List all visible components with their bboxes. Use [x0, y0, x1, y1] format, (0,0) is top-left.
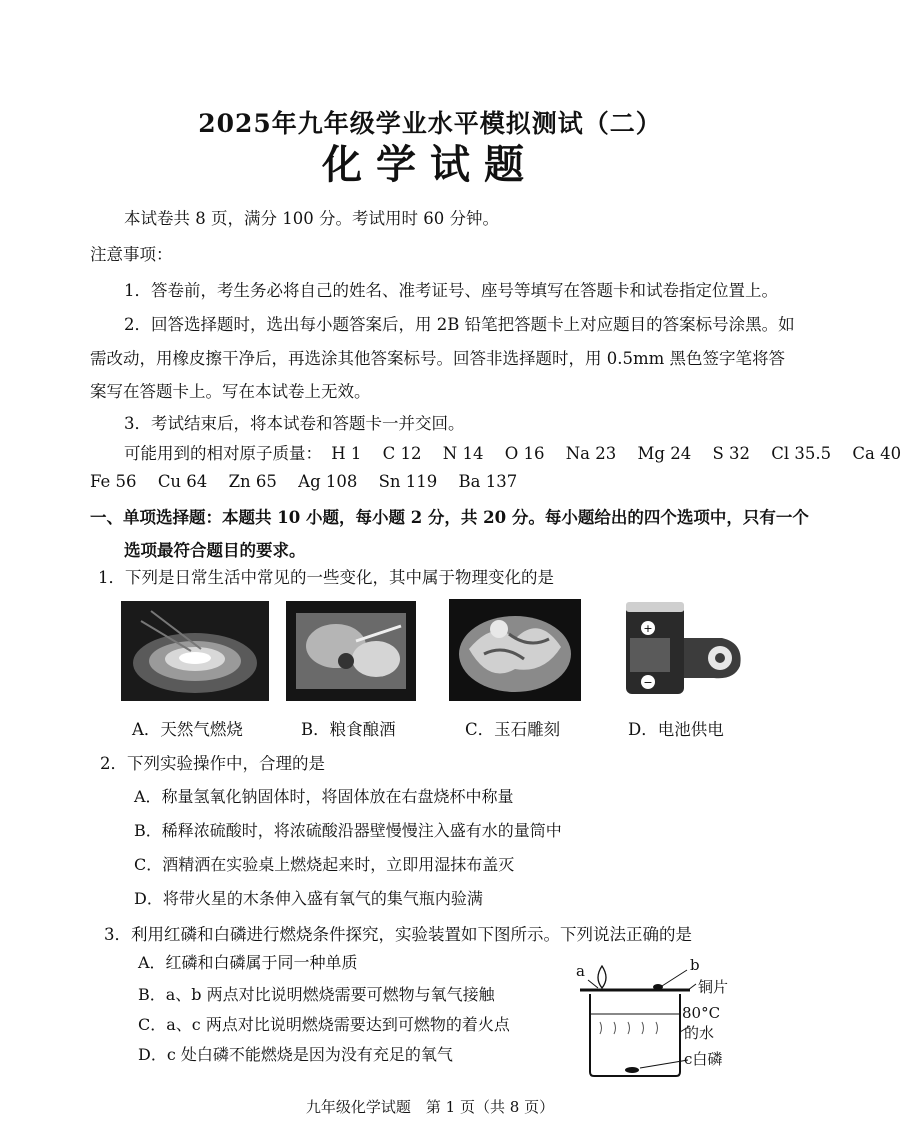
note-item-2-line-2: 需改动，用橡皮擦干净后，再选涂其他答案标号。回答非选择题时，用 0.5mm 黑色签字笔将答	[90, 349, 786, 368]
jade-carving-photo	[449, 599, 581, 701]
atomic-mass: Cu 64	[157, 472, 208, 491]
atomic-mass: Fe 56	[90, 472, 137, 491]
q2-option-a: A．称量氢氧化钠固体时，将固体放在右盘烧杯中称量	[134, 787, 514, 806]
intro-text: 本试卷共 8 页，满分 100 分。考试用时 60 分钟。	[124, 209, 499, 228]
atomic-mass: C 12	[382, 444, 422, 463]
notes-heading: 注意事项：	[90, 245, 173, 264]
label-water-temperature: 80°C	[682, 1004, 721, 1022]
q3-option-a: A．红磷和白磷属于同一种单质	[138, 953, 358, 972]
atomic-mass: Ca 40	[852, 444, 901, 463]
label-white-phosphorus: c白磷	[684, 1050, 723, 1068]
atomic-mass: Ba 137	[458, 472, 518, 491]
label-copper-sheet: 铜片	[698, 978, 729, 996]
exam-subtitle: 2025年九年级学业水平模拟测试（二）	[198, 109, 662, 138]
q1-stem: 1．下列是日常生活中常见的一些变化，其中属于物理变化的是	[98, 568, 554, 587]
rice-wine-photo	[286, 601, 416, 701]
atomic-mass: Sn 119	[378, 472, 438, 491]
label-b: b	[690, 956, 700, 974]
q2-stem: 2．下列实验操作中，合理的是	[100, 754, 325, 773]
page-footer: 九年级化学试题 第 1 页（共 8 页）	[305, 1098, 555, 1116]
q1-option-b: B．粮食酿酒	[301, 720, 396, 739]
atomic-mass: S 32	[712, 444, 750, 463]
atomic-mass: Mg 24	[637, 444, 692, 463]
q1-option-c: C．玉石雕刻	[465, 720, 561, 739]
atomic-mass: H 1	[331, 444, 362, 463]
q2-option-b: B．稀释浓硫酸时，将浓硫酸沿器壁慢慢注入盛有水的量筒中	[134, 821, 562, 840]
atomic-mass: N 14	[442, 444, 484, 463]
section-1-heading: 一、单项选择题：本题共 10 小题，每小题 2 分，共 20 分。每小题给出的四个选项中，只有一个	[90, 508, 809, 527]
section-1-heading-cont: 选项最符合题目的要求。	[124, 541, 306, 560]
atomic-masses-row-1	[124, 440, 901, 464]
q3-stem: 3．利用红磷和白磷进行燃烧条件探究，实验装置如下图所示。下列说法正确的是	[104, 925, 692, 944]
atomic-masses-row-2	[90, 472, 533, 491]
note-item-2-line-1: 2．回答选择题时，选出每小题答案后，用 2B 铅笔把答题卡上对应题目的答案标号涂黑。如	[124, 315, 795, 334]
q1-option-a: A．天然气燃烧	[132, 720, 243, 739]
label-a: a	[576, 962, 585, 980]
q2-option-c: C．酒精洒在实验桌上燃烧起来时，立即用湿抹布盖灭	[134, 855, 515, 874]
atomic-mass: Cl 35.5	[771, 444, 832, 463]
q1-option-d: D．电池供电	[628, 720, 724, 739]
atomic-masses-label: 可能用到的相对原子质量：	[124, 444, 322, 463]
svg-text:−: −	[643, 676, 653, 689]
q2-option-d: D．将带火星的木条伸入盛有氧气的集气瓶内验满	[134, 889, 483, 908]
note-item-2-line-3: 案写在答题卡上。写在本试卷上无效。	[90, 382, 371, 401]
note-item-1: 1．答卷前，考生务必将自己的姓名、准考证号、座号等填写在答题卡和试卷指定位置上。	[124, 281, 778, 300]
note-item-3: 3．考试结束后，将本试卷和答题卡一并交回。	[124, 414, 465, 433]
label-water: 的水	[684, 1024, 715, 1042]
battery-photo	[622, 598, 748, 702]
atomic-mass: O 16	[504, 444, 545, 463]
q3-option-c: C．a、c 两点对比说明燃烧需要达到可燃物的着火点	[138, 1015, 510, 1034]
q3-option-d: D．c 处白磷不能燃烧是因为没有充足的氧气	[138, 1045, 453, 1064]
atomic-mass: Zn 65	[228, 472, 277, 491]
exam-title: 化学试题	[322, 141, 538, 188]
atomic-mass: Na 23	[565, 444, 617, 463]
combustion-apparatus-diagram	[570, 956, 750, 1080]
natural-gas-flame-photo	[121, 601, 269, 701]
svg-text:+: +	[643, 622, 653, 635]
atomic-mass: Ag 108	[298, 472, 358, 491]
q3-option-b: B．a、b 两点对比说明燃烧需要可燃物与氧气接触	[138, 985, 495, 1004]
